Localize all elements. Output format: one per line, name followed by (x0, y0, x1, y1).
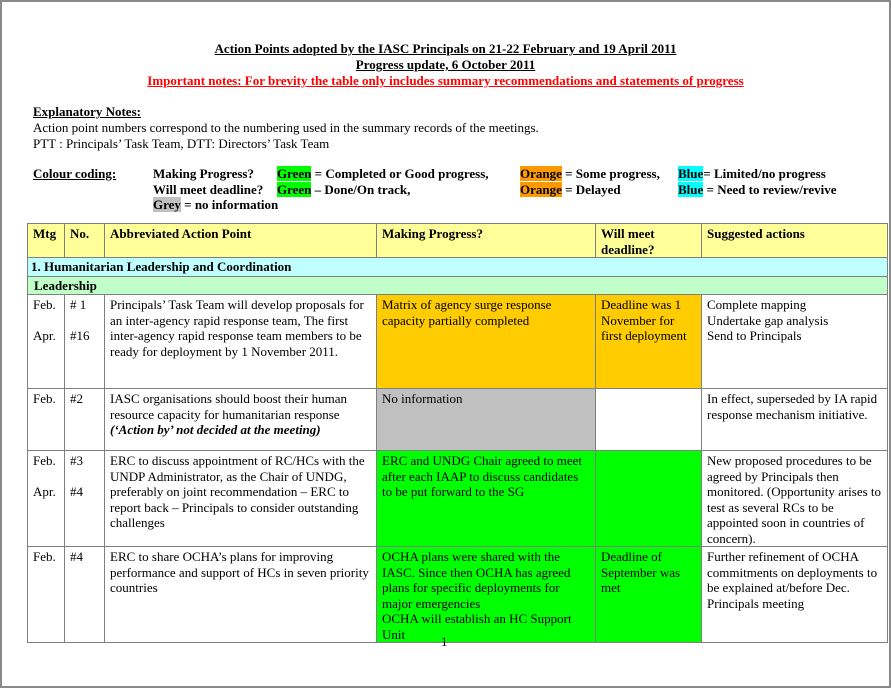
cell-will-meet-deadline: Deadline was 1 November for first deployment (596, 295, 702, 389)
table-row (28, 547, 888, 643)
column-header-action-point: Abbreviated Action Point (105, 224, 377, 258)
cell-suggested-actions: New proposed procedures to be agreed by Principals then monitored. (Opportunity arises to test as several RCs to be appointed soon in countries of concern). (702, 451, 888, 547)
legend-orange-swatch: Orange (520, 166, 562, 181)
legend-orange (520, 166, 660, 197)
explanatory-notes-heading: Explanatory Notes: (33, 104, 141, 119)
important-note: Important notes: For brevity the table only includes summary recommendations and statements of progress (147, 73, 744, 88)
legend-blue-deadline: = Need to review/revive (703, 181, 837, 197)
legend-green-swatch: Green (277, 166, 312, 181)
legend-green-deadline: – Done/On track, (311, 181, 411, 197)
cell-making-progress: No information (377, 389, 596, 451)
mtg-value: Apr. (33, 328, 56, 343)
legend-orange-swatch: Orange (520, 181, 562, 197)
progress-text: OCHA will establish an HC Support Unit (382, 611, 572, 642)
document-subtitle: Progress update, 6 October 2011 (355, 57, 536, 72)
legend-blue-progress: = Limited/no progress (703, 166, 826, 181)
cell-mtg (28, 451, 65, 547)
no-value: #3 (70, 453, 83, 468)
cell-making-progress: Matrix of agency surge response capacity partially completed (377, 295, 596, 389)
legend-grey-text: = no information (180, 197, 279, 212)
column-header-no: No. (65, 224, 105, 258)
cell-will-meet-deadline (596, 389, 702, 451)
cell-no (65, 295, 105, 389)
table-row (28, 451, 888, 547)
cell-mtg: Feb. (28, 547, 65, 643)
section-row (28, 258, 888, 277)
cell-mtg: Feb. (28, 389, 65, 451)
explanatory-notes (33, 104, 539, 152)
cell-no (65, 451, 105, 547)
subsection-row (28, 276, 888, 295)
suggested-action: Complete mapping (707, 297, 807, 312)
column-header-will-meet-deadline: Will meet deadline? (596, 224, 702, 258)
cell-making-progress (377, 547, 596, 643)
mtg-value: Feb. (33, 297, 56, 312)
colour-coding-label: Colour coding: (33, 166, 117, 181)
action-points-table (27, 223, 888, 643)
cell-action-point: Principals’ Task Team will develop proposals for an inter-agency rapid response team, The first inter-agency rapid response team members to be ready for deployment by 1 November 2011. (105, 295, 377, 389)
column-header-suggested-actions: Suggested actions (702, 224, 888, 258)
cell-action-point: ERC to discuss appointment of RC/HCs with the UNDP Administrator, as the Chair of UNDG, preferably on joint recommendation – ERC to report back – Principals to consider outstanding challenges (105, 451, 377, 547)
cell-will-meet-deadline (596, 451, 702, 547)
explanatory-note-line: PTT : Principals’ Task Team, DTT: Directors’ Task Team (33, 136, 330, 151)
no-value: #16 (70, 328, 90, 343)
column-header-making-progress: Making Progress? (377, 224, 596, 258)
action-note: (‘Action by’ not decided at the meeting) (110, 422, 321, 437)
progress-text: OCHA plans were shared with the IASC. Since then OCHA has agreed plans for specific deployments for major emergencies (382, 549, 571, 611)
legend-grey-swatch: Grey (153, 197, 181, 212)
column-header-mtg: Mtg (28, 224, 65, 258)
colour-coding-questions (153, 166, 278, 213)
cell-mtg (28, 295, 65, 389)
legend-blue-swatch: Blue (678, 166, 704, 181)
subsection-title: Leadership (28, 276, 888, 295)
page-number: 1 (441, 634, 448, 649)
section-title: 1. Humanitarian Leadership and Coordination (28, 258, 888, 277)
legend-blue-swatch: Blue (678, 181, 704, 197)
mtg-value: Feb. (33, 453, 56, 468)
explanatory-note-line: Action point numbers correspond to the numbering used in the summary records of the meetings. (33, 120, 539, 135)
no-value: # 1 (70, 297, 87, 312)
table-row (28, 389, 888, 451)
mtg-value: Apr. (33, 484, 56, 499)
cell-making-progress: ERC and UNDG Chair agreed to meet after each IAAP to discuss candidates to be put forward to the SG (377, 451, 596, 547)
legend-green-progress: = Completed or Good progress, (311, 166, 489, 181)
cell-action-point (105, 389, 377, 451)
legend-orange-deadline: = Delayed (561, 181, 621, 197)
cell-suggested-actions: In effect, superseded by IA rapid response mechanism initiative. (702, 389, 888, 451)
suggested-action: Send to Principals (707, 328, 802, 343)
table-row (28, 295, 888, 389)
document-title: Action Points adopted by the IASC Principals on 21-22 February and 19 April 2011 (214, 41, 677, 56)
cell-will-meet-deadline: Deadline of September was met (596, 547, 702, 643)
legend-green (277, 166, 489, 197)
legend-blue (678, 166, 837, 197)
no-value: #4 (70, 484, 83, 499)
legend-green-swatch: Green (277, 181, 312, 197)
question-will-meet-deadline: Will meet deadline? (153, 181, 264, 197)
cell-suggested-actions (702, 295, 888, 389)
question-making-progress: Making Progress? (153, 166, 254, 181)
table-header-row (28, 224, 888, 258)
suggested-action: Undertake gap analysis (707, 312, 829, 328)
action-text: IASC organisations should boost their human resource capacity for humanitarian response (110, 391, 348, 422)
cell-suggested-actions: Further refinement of OCHA commitments on deployments to be explained at/before Dec. Principals meeting (702, 547, 888, 643)
legend-orange-progress: = Some progress, (561, 166, 660, 181)
cell-action-point: ERC to share OCHA’s plans for improving performance and support of HCs in seven priority countries (105, 547, 377, 643)
cell-no: #4 (65, 547, 105, 643)
cell-no: #2 (65, 389, 105, 451)
